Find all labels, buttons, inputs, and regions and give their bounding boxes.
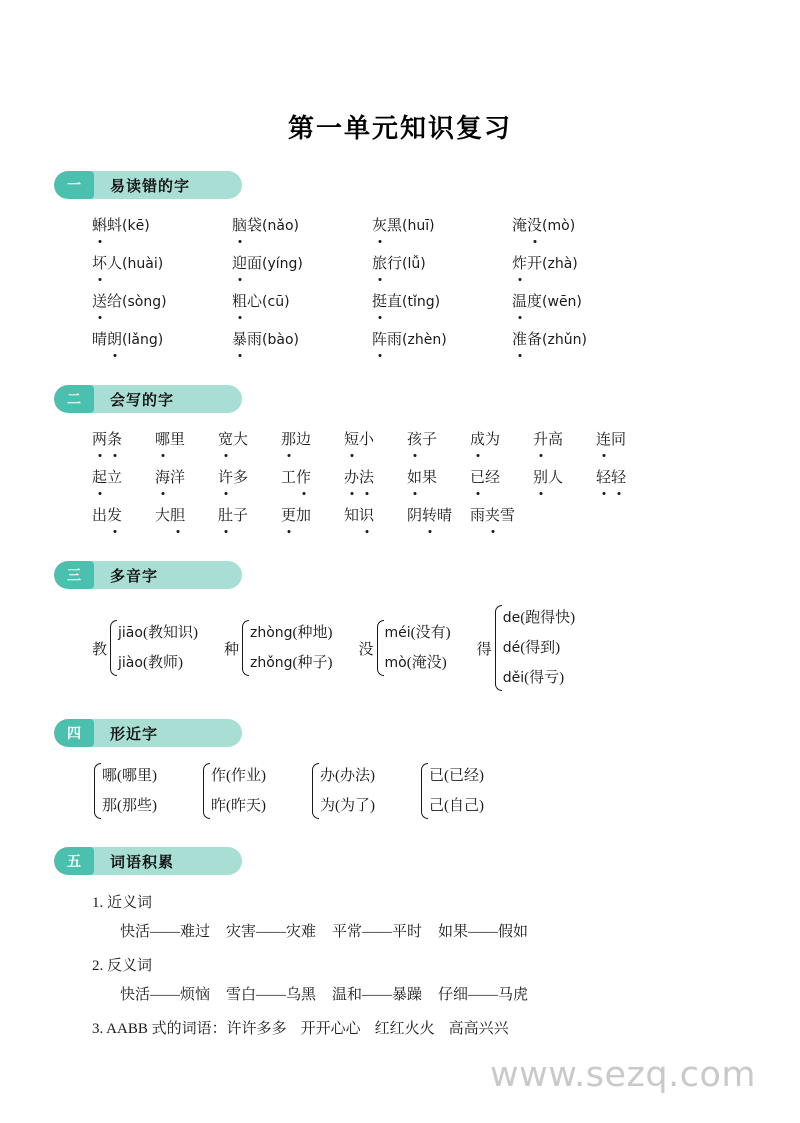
polyphone-group (477, 603, 576, 693)
char: 开 (527, 256, 543, 272)
section-title: 会写的字 (110, 390, 175, 409)
word-row (92, 321, 746, 359)
emphasis-dot-char: 短 (344, 428, 359, 452)
char: 经 (485, 470, 501, 486)
brace-icon (310, 761, 319, 821)
section-number-badge: 一 (54, 171, 94, 199)
vocab-label: 2. 反义词 (92, 958, 153, 974)
brace-icon (108, 618, 117, 678)
word-cell (92, 328, 232, 352)
pinyin: (lǚ) (402, 256, 426, 272)
similar-char-items (102, 761, 157, 821)
word-row (92, 497, 746, 535)
brace-icon (375, 618, 384, 678)
similar-char-items (211, 761, 266, 821)
char: 加 (296, 508, 312, 524)
pinyin: (mò) (542, 218, 576, 234)
polyphone-reading: mò(淹没) (384, 655, 447, 671)
word-cell (512, 290, 652, 314)
section-duo-yin-zi (54, 561, 746, 693)
vocab-term: 红红火火 (374, 1021, 435, 1037)
emphasis-dot-char: 蝌 (92, 214, 107, 238)
section-header (54, 719, 242, 747)
word-cell (232, 290, 372, 314)
word-cell (407, 466, 470, 490)
char: 度 (527, 294, 543, 310)
similar-char-item: 作(作业) (211, 768, 266, 784)
emphasis-dot-char: 更 (281, 504, 296, 528)
char: 为 (485, 432, 501, 448)
emphasis-dot-char: 海 (155, 466, 170, 490)
pinyin: jiào (118, 655, 143, 671)
word-row (92, 421, 746, 459)
emphasis-dot-char: 坏 (92, 252, 107, 276)
char: 心 (247, 294, 263, 310)
char: 雨 (247, 332, 263, 348)
word-cell (512, 328, 652, 352)
pinyin: (nǎo) (262, 218, 299, 234)
char: 淹 (512, 218, 528, 234)
word-cell (407, 504, 470, 528)
emphasis-dot-char: 朗 (107, 328, 122, 352)
vocab-pair: 灾害——灾难 (226, 923, 317, 940)
page-title: 第一单元知识复习 (287, 114, 512, 144)
emphasis-dot-char: 已 (470, 466, 485, 490)
word-cell (218, 466, 281, 490)
similar-char-item: 哪(哪里) (102, 768, 157, 784)
word-cell (372, 214, 512, 238)
char: 小 (359, 432, 375, 448)
char: 雨 (470, 508, 486, 524)
polyphone-reading: zhòng(种地) (249, 625, 333, 641)
pinyin: jiāo (118, 625, 143, 641)
vocab-label: 1. 近义词 (92, 895, 153, 911)
emphasis-dot-char: 轻 (596, 466, 611, 490)
pinyin: méi (384, 625, 411, 641)
polyphone-readings (385, 618, 451, 678)
pinyin: (sòng) (122, 294, 167, 310)
vocab-item (92, 1009, 746, 1044)
similar-char-item: 己(自己) (429, 798, 484, 814)
vocab-item (92, 946, 746, 1009)
char: 里 (170, 432, 186, 448)
word-cell (232, 214, 372, 238)
word-cell (344, 504, 407, 528)
pinyin: děi (502, 670, 525, 686)
vocab-pair: 仔细——马虎 (438, 986, 529, 1003)
word-cell (92, 290, 232, 314)
char: 备 (527, 332, 543, 348)
emphasis-dot-char: 准 (512, 328, 527, 352)
emphasis-dot-char: 胆 (170, 504, 185, 528)
vocab-list (92, 883, 746, 1044)
word-cell (512, 214, 652, 238)
word-cell (533, 428, 596, 452)
char: 人 (107, 256, 123, 272)
pinyin: dé (502, 640, 521, 656)
section-number-badge: 二 (54, 385, 94, 413)
emphasis-dot-char: 连 (596, 428, 611, 452)
pinyin: (huī) (402, 218, 435, 234)
section-body (54, 589, 746, 693)
similar-char-group (310, 761, 375, 821)
polyphone-group (224, 618, 333, 678)
pinyin: (zhèn) (402, 332, 447, 348)
word-row (92, 459, 746, 497)
word-cell (232, 328, 372, 352)
emphasis-dot-char: 那 (281, 428, 296, 452)
char: 行 (387, 256, 403, 272)
char: 给 (107, 294, 123, 310)
emphasis-dot-char: 挺 (372, 290, 387, 314)
polyphone-char: 种 (223, 641, 239, 658)
emphasis-dot-char: 哪 (155, 428, 170, 452)
section-number-badge: 五 (54, 847, 94, 875)
section-number-badge: 三 (54, 561, 94, 589)
vocab-pair: 雪白——乌黑 (226, 986, 317, 1003)
word-row (92, 245, 746, 283)
pinyin: (zhà) (542, 256, 578, 272)
emphasis-dot-char: 法 (359, 466, 374, 490)
polyphone-reading: de(跑得快) (502, 610, 576, 626)
word-cell (218, 504, 281, 528)
emphasis-dot-char: 送 (92, 290, 107, 314)
emphasis-dot-char: 作 (296, 466, 311, 490)
word-cell (596, 428, 659, 452)
emphasis-dot-char: 许 (218, 466, 233, 490)
similar-char-item: 昨(昨天) (211, 798, 266, 814)
brace-icon (240, 618, 249, 678)
vocab-pairs (92, 981, 746, 1010)
similar-char-item: 办(办法) (320, 768, 375, 784)
char: 洋 (170, 470, 186, 486)
pinyin: (lǎng) (122, 332, 164, 348)
emphasis-dot-char: 发 (107, 504, 122, 528)
emphasis-dot-char: 孩 (407, 428, 422, 452)
section-header (54, 385, 242, 413)
section-title: 易读错的字 (110, 176, 191, 195)
char: 果 (422, 470, 438, 486)
brace-icon (419, 761, 428, 821)
char: 阴 (407, 508, 423, 524)
section-body (54, 199, 746, 359)
emphasis-dot-char: 温 (512, 290, 527, 314)
similar-char-group (92, 761, 157, 821)
word-row (92, 283, 746, 321)
vocab-pairs (92, 918, 746, 947)
word-cell (281, 428, 344, 452)
char: 袋 (247, 218, 263, 234)
polyphone-readings (250, 618, 333, 678)
pinyin: (cū) (262, 294, 290, 310)
word-cell (344, 466, 407, 490)
section-header (54, 561, 242, 589)
char: 直 (387, 294, 403, 310)
polyphone-reading: zhǒng(种子) (249, 655, 333, 671)
char: 黑 (387, 218, 403, 234)
char: 雨 (387, 332, 403, 348)
emphasis-dot-char: 阵 (372, 328, 387, 352)
char: 人 (548, 470, 564, 486)
vocab-term: 许许多多 (226, 1021, 287, 1037)
section-body (54, 875, 746, 1044)
pinyin: zhǒng (249, 655, 293, 671)
vocab-pair: 温和——暴躁 (332, 986, 423, 1003)
pinyin: (bào) (262, 332, 299, 348)
emphasis-dot-char: 没 (527, 214, 542, 238)
emphasis-dot-char: 暴 (232, 328, 247, 352)
vocab-label: 3. AABB 式的词语： (92, 1021, 227, 1037)
polyphone-reading: méi(没有) (384, 625, 451, 641)
word-cell (344, 428, 407, 452)
similar-char-group (201, 761, 266, 821)
vocab-item (92, 883, 746, 946)
polyphone-char: 得 (476, 641, 492, 658)
section-hui-xie-de-zi (54, 385, 746, 535)
char: 高 (548, 432, 564, 448)
emphasis-dot-char: 夹 (485, 504, 500, 528)
emphasis-dot-char: 宽 (218, 428, 233, 452)
section-body (54, 747, 746, 821)
pinyin: (huài) (122, 256, 164, 272)
word-cell (372, 328, 512, 352)
similar-char-item: 那(那些) (102, 798, 157, 814)
char: 同 (611, 432, 627, 448)
polyphone-readings (503, 603, 576, 693)
char: 立 (107, 470, 123, 486)
emphasis-dot-char: 条 (107, 428, 122, 452)
word-cell (92, 428, 155, 452)
char: 子 (422, 432, 438, 448)
char: 蚪 (107, 218, 123, 234)
brace-icon (92, 761, 101, 821)
pinyin: (yíng) (262, 256, 303, 272)
polyphone-group (92, 618, 198, 678)
vocab-pair: 如果——假如 (438, 923, 529, 940)
section-yi-du-cuo-de-zi (54, 171, 746, 359)
pinyin: mò (384, 655, 407, 671)
polyphone-reading: dé(得到) (502, 640, 561, 656)
pinyin: de (502, 610, 521, 626)
polyphone-char: 没 (358, 641, 374, 658)
similar-char-items (429, 761, 484, 821)
emphasis-dot-char: 两 (92, 428, 107, 452)
char: 子 (233, 508, 249, 524)
polyphone-reading: děi(得亏) (502, 670, 565, 686)
emphasis-dot-char: 成 (470, 428, 485, 452)
vocab-pair: 平常——平时 (332, 923, 423, 940)
emphasis-dot-char: 升 (533, 428, 548, 452)
emphasis-dot-char: 旅 (372, 252, 387, 276)
polyphone-group (359, 618, 451, 678)
emphasis-dot-char: 轻 (611, 466, 626, 490)
word-cell (218, 428, 281, 452)
emphasis-dot-char: 转 (422, 504, 437, 528)
vocab-inline-line (92, 1015, 746, 1044)
char: 雪 (500, 508, 516, 524)
brace-icon (493, 603, 502, 693)
pinyin: (kē) (122, 218, 150, 234)
char: 面 (247, 256, 263, 272)
similar-char-item: 为(为了) (320, 798, 375, 814)
word-cell (92, 504, 155, 528)
char: 出 (92, 508, 108, 524)
word-cell (155, 428, 218, 452)
section-header (54, 847, 242, 875)
section-ci-yu-ji-lei (54, 847, 746, 1044)
brace-icon (201, 761, 210, 821)
char: 知 (344, 508, 360, 524)
char: 晴 (437, 508, 453, 524)
word-cell (512, 252, 652, 276)
word-cell (372, 290, 512, 314)
word-cell (92, 214, 232, 238)
emphasis-dot-char: 粗 (232, 290, 247, 314)
emphasis-dot-char: 别 (533, 466, 548, 490)
word-cell (407, 428, 470, 452)
emphasis-dot-char: 灰 (372, 214, 387, 238)
word-cell (92, 466, 155, 490)
section-title: 形近字 (110, 724, 159, 743)
section-header (54, 171, 242, 199)
char: 多 (233, 470, 249, 486)
char: 晴 (92, 332, 108, 348)
char: 边 (296, 432, 312, 448)
vocab-pair: 快活——烦恼 (120, 986, 211, 1003)
char: 大 (233, 432, 249, 448)
vocab-term: 开开心心 (300, 1021, 361, 1037)
emphasis-dot-char: 迎 (232, 252, 247, 276)
vocab-term: 高高兴兴 (448, 1021, 509, 1037)
word-cell (372, 252, 512, 276)
word-row (92, 207, 746, 245)
word-cell (281, 504, 344, 528)
pinyin: zhòng (249, 625, 293, 641)
word-cell (596, 466, 659, 490)
char: 工 (281, 470, 297, 486)
pinyin: (wēn) (542, 294, 582, 310)
word-cell (470, 466, 533, 490)
emphasis-dot-char: 起 (92, 466, 107, 490)
similar-char-items (320, 761, 375, 821)
word-cell (232, 252, 372, 276)
emphasis-dot-char: 识 (359, 504, 374, 528)
word-cell (281, 466, 344, 490)
word-cell (470, 428, 533, 452)
vocab-pair: 快活——难过 (120, 923, 211, 940)
char: 大 (155, 508, 171, 524)
section-title: 词语积累 (110, 852, 175, 871)
polyphone-readings (118, 618, 198, 678)
section-xing-jin-zi (54, 719, 746, 821)
pinyin: (zhǔn) (542, 332, 587, 348)
word-cell (155, 504, 218, 528)
emphasis-dot-char: 肚 (218, 504, 233, 528)
word-cell (470, 504, 533, 528)
similar-char-row (92, 755, 746, 821)
section-body (54, 413, 746, 535)
section-number-badge: 四 (54, 719, 94, 747)
site-watermark: www.sezq.com (489, 1055, 756, 1095)
emphasis-dot-char: 如 (407, 466, 422, 490)
similar-char-group (419, 761, 484, 821)
polyphone-row (92, 597, 746, 693)
polyphone-char: 教 (92, 641, 108, 658)
polyphone-reading: jiào(教师) (118, 655, 183, 671)
emphasis-dot-char: 炸 (512, 252, 527, 276)
similar-char-item: 已(已经) (429, 768, 484, 784)
section-title: 多音字 (110, 566, 159, 585)
emphasis-dot-char: 脑 (232, 214, 247, 238)
word-cell (533, 466, 596, 490)
word-cell (155, 466, 218, 490)
pinyin: (tǐng) (402, 294, 441, 310)
polyphone-reading: jiāo(教知识) (118, 625, 198, 641)
emphasis-dot-char: 办 (344, 466, 359, 490)
word-cell (92, 252, 232, 276)
